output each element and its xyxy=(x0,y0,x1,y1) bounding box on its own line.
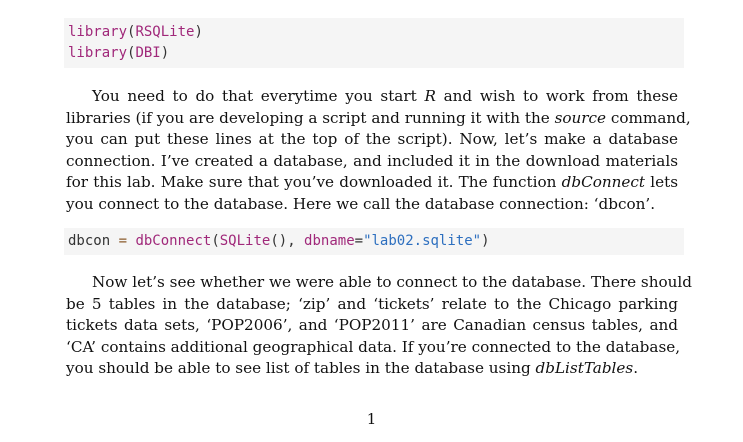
paragraph-line: connection. I’ve created a database, and included it in the download materials xyxy=(66,151,678,170)
paragraph-tables xyxy=(66,272,693,380)
page-number: 1 xyxy=(366,410,377,428)
code-block-connection: dbcon = dbConnect(SQLite(), dbname="lab02.sqlite") xyxy=(64,228,684,255)
paragraph-line: you connect to the database. Here we call the database connection: ‘dbcon’. xyxy=(66,194,656,213)
paragraph-line: you should be able to see list of tables in the database using dbListTables. xyxy=(66,359,639,378)
paragraph-line: Now let’s see whether we were able to connect to the database. There should xyxy=(92,273,693,291)
paragraph-line: libraries (if you are developing a script and running it with the source command, xyxy=(66,108,691,127)
paragraph-line: be 5 tables in the database; ‘zip’ and ‘tickets’ relate to the Chicago parking xyxy=(66,294,678,313)
paragraph-line: You need to do that everytime you start R and wish to work from these xyxy=(92,87,678,105)
code-line: library(DBI) xyxy=(68,45,170,61)
paragraph-line: for this lab. Make sure that you’ve downloaded it. The function dbConnect lets xyxy=(66,173,678,192)
paragraph-line: tickets data sets, ‘POP2006’, and ‘POP2011’ are Canadian census tables, and xyxy=(66,316,678,335)
code-line: library(RSQLite) xyxy=(68,24,203,40)
paragraph-setup xyxy=(66,86,691,216)
paragraph-line: you can put these lines at the top of the script). Now, let’s make a database xyxy=(66,130,678,149)
paragraph-line: ‘CA’ contains additional geographical data. If you’re connected to the database, xyxy=(66,337,681,356)
code-block-libraries xyxy=(64,18,684,68)
